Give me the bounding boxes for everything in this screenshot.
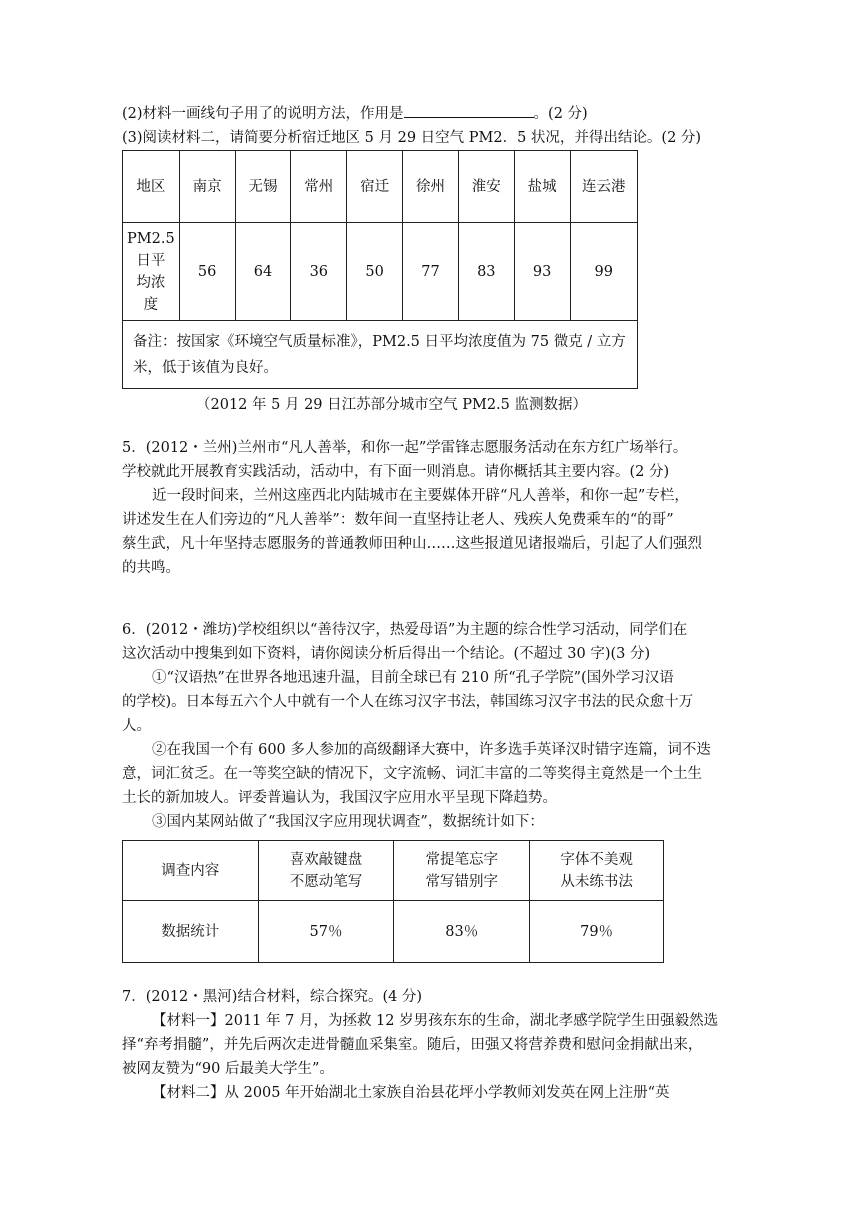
value-cell: 77 — [403, 223, 459, 321]
note-line: 备注：按国家《环境空气质量标准》，PM2.5 日平均浓度值为 75 微克 / 立方 — [133, 333, 626, 350]
value-cell: 56 — [179, 223, 235, 321]
value-cell: 50 — [347, 223, 403, 321]
header-line: 从未练书法 — [560, 873, 633, 890]
header-line: 常写错别字 — [425, 873, 499, 890]
header-line: 度 — [143, 296, 159, 313]
table-header-cell: 调查内容 — [123, 841, 259, 901]
q7-line: 【材料二】从 2005 年开始湖北土家族自治县花坪小学教师刘发英在网上注册“英 — [152, 1085, 670, 1101]
q6-line: 的学校)。日本每五六个人中就有一个人在练习汉字书法，韩国练习汉字书法的民众愈十万 — [122, 694, 694, 710]
note-line: 米，低于该值为良好。 — [133, 359, 278, 376]
header-line: 日平 — [136, 252, 166, 269]
q5-line: 学校就此开展教育实践活动，活动中，有下面一则消息。请你概括其主要内容。(2 分) — [122, 464, 670, 480]
survey-table — [122, 840, 664, 963]
q6-line: ②在我国一个有 600 多人参加的高级翻译大赛中，许多选手英译汉时错字连篇，词不迭 — [152, 742, 711, 758]
pm25-table — [122, 150, 638, 389]
header-line: PM2.5 — [127, 230, 175, 247]
value-cell: 83 — [458, 223, 514, 321]
city-cell: 南京 — [179, 151, 235, 223]
table-row — [123, 901, 664, 963]
q7-line: 择“弃考捐髓”，并先后两次走进骨髓血采集室。随后，田强又将营养费和慰问金捐献出来， — [122, 1037, 703, 1053]
q4-part2-text: (2)材料一画线句子用了的说明方法，作用是 — [122, 106, 404, 122]
q6-line: 土长的新加坡人。评委普遍认为，我国汉字应用水平呈现下降趋势。 — [122, 790, 557, 806]
q6-line: 6．(2012・潍坊)学校组织以“善待汉字，热爱母语”为主题的综合性学习活动，同学们在 — [122, 622, 688, 638]
city-cell: 无锡 — [235, 151, 291, 223]
q4-part2-tail: 。(2 分) — [533, 106, 588, 122]
value-cell: 36 — [291, 223, 347, 321]
q5-line: 蔡生武，凡十年坚持志愿服务的普通教师田种山……这些报道见诸报端后，引起了人们强烈 — [122, 536, 702, 552]
table-header-cell — [394, 841, 530, 901]
value-cell: 99 — [570, 223, 637, 321]
value-cell: 79％ — [530, 901, 664, 963]
city-cell: 盐城 — [514, 151, 570, 223]
header-line: 均浓 — [136, 274, 166, 291]
value-cell: 64 — [235, 223, 291, 321]
city-cell: 连云港 — [570, 151, 637, 223]
q5-line: 的共鸣。 — [122, 560, 180, 576]
value-cell: 57％ — [258, 901, 394, 963]
table-row — [123, 223, 638, 321]
answer-blank — [404, 103, 534, 118]
table-header-cell: 地区 — [123, 151, 180, 223]
city-cell: 宿迁 — [347, 151, 403, 223]
table-caption: （2012 年 5 月 29 日江苏部分城市空气 PM2.5 监测数据） — [196, 397, 588, 413]
value-cell: 93 — [514, 223, 570, 321]
q6-line: 这次活动中搜集到如下资料，请你阅读分析后得出一个结论。(不超过 30 字)(3 分) — [122, 646, 651, 662]
q6-line: 意，词汇贫乏。在一等奖空缺的情况下，文字流畅、词汇丰富的二等奖得主竟然是一个土生 — [122, 766, 702, 782]
table-note — [123, 321, 638, 389]
q5-line: 讲述发生在人们旁边的“凡人善举”：数年间一直坚持让老人、残疾人免费乘车的“的哥” — [122, 512, 674, 528]
header-line: 字体不美观 — [560, 851, 633, 868]
q7-line: 被网友赞为“90 后最美大学生”。 — [122, 1061, 334, 1077]
q5-line: 近一段时间来，兰州这座西北内陆城市在主要媒体开辟“凡人善举，和你一起”专栏， — [152, 488, 689, 504]
q7-line: 7．(2012・黑河)结合材料，综合探究。(4 分) — [122, 989, 423, 1005]
value-cell: 83％ — [394, 901, 530, 963]
table-header-cell: 数据统计 — [123, 901, 259, 963]
header-line: 不愿动笔写 — [289, 873, 363, 890]
q4-part2 — [122, 103, 588, 124]
q7-line: 【材料一】2011 年 7 月，为拯救 12 岁男孩东东的生命，湖北孝感学院学生田强毅然选 — [152, 1013, 719, 1029]
table-row — [123, 321, 638, 389]
q6-line: ③国内某网站做了“我国汉字应用现状调查”，数据统计如下： — [152, 814, 544, 830]
table-row — [123, 841, 664, 901]
header-line: 常提笔忘字 — [425, 851, 499, 868]
q5-line: 5．(2012・兰州)兰州市“凡人善举，和你一起”学雷锋志愿服务活动在东方红广场举行。 — [122, 440, 688, 456]
table-header-cell — [530, 841, 664, 901]
q6-line: ①“汉语热”在世界各地迅速升温，目前全球已有 210 所“孔子学院”(国外学习汉语 — [152, 670, 674, 686]
city-cell: 徐州 — [403, 151, 459, 223]
header-line: 喜欢敲键盘 — [289, 851, 363, 868]
q4-part3: (3)阅读材料二，请简要分析宿迁地区 5 月 29 日空气 PM2．5 状况，并得出结论。(2 分) — [122, 130, 702, 146]
city-cell: 淮安 — [458, 151, 514, 223]
table-row — [123, 151, 638, 223]
table-header-cell — [258, 841, 394, 901]
city-cell: 常州 — [291, 151, 347, 223]
q6-line: 人。 — [122, 718, 151, 734]
table-header-cell — [123, 223, 180, 321]
